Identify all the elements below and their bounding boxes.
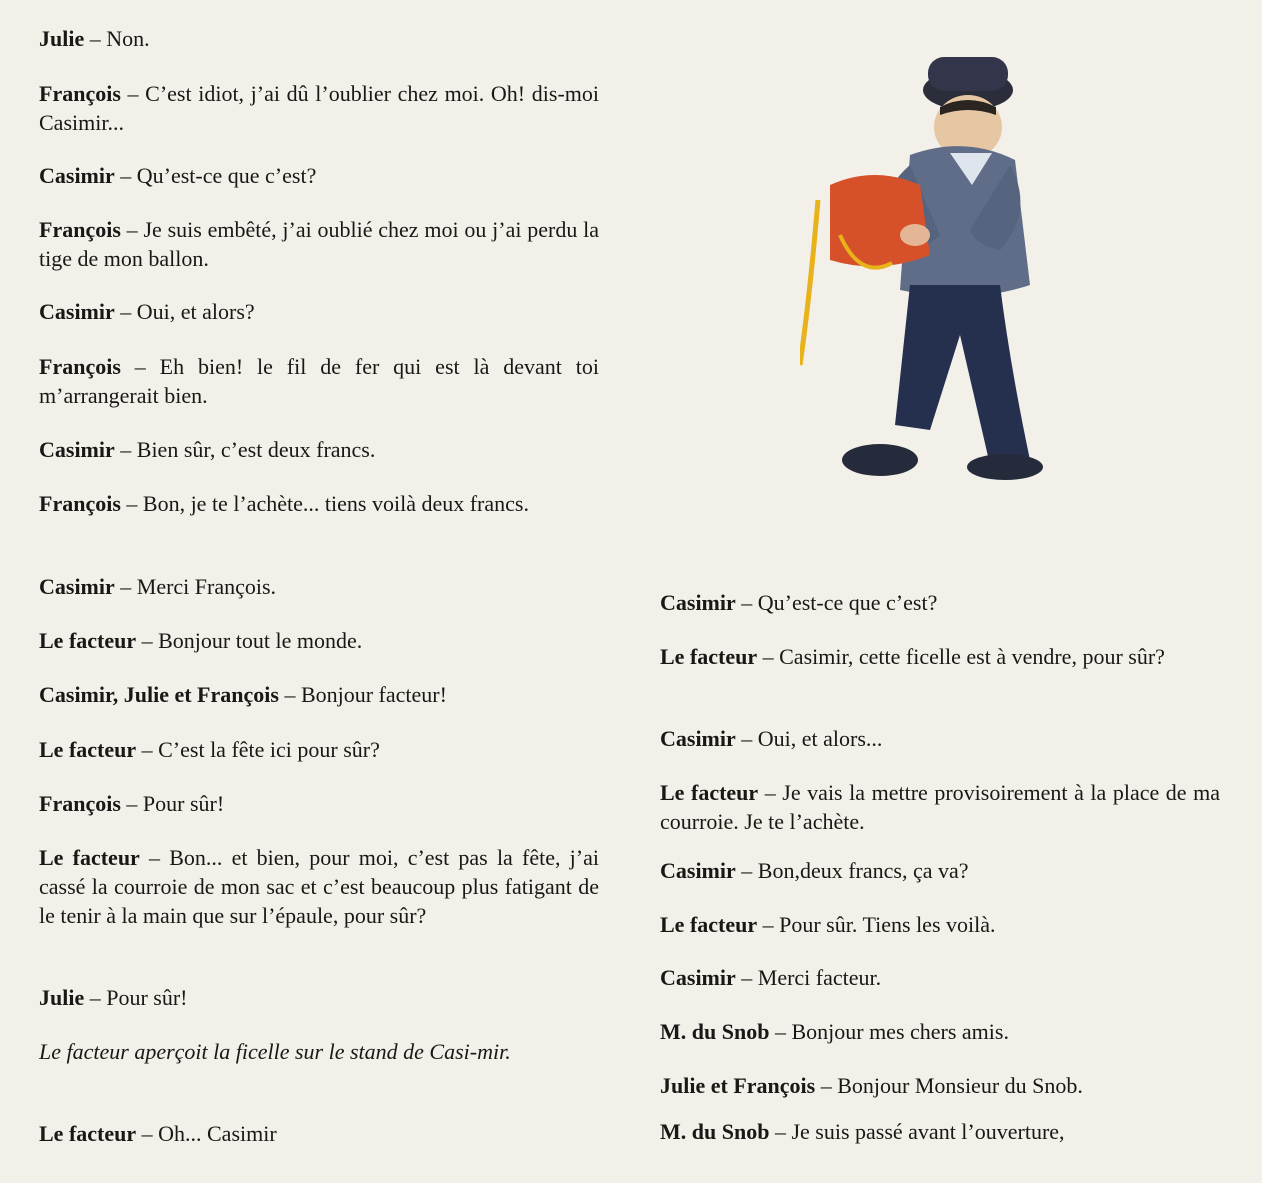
- dialogue-line: [39, 297, 599, 326]
- dialogue-line: [660, 588, 1220, 617]
- dialogue-line: [39, 572, 599, 601]
- postman-illustration-svg: [800, 35, 1060, 490]
- dialogue-line: [39, 680, 599, 709]
- dialogue-line: [660, 910, 1220, 939]
- dialogue-text: – Bon, je te l’achète... tiens voilà deux francs.: [120, 491, 529, 516]
- dialogue-text: – Bonjour mes chers amis.: [769, 1019, 1009, 1044]
- speaker-name: Casimir: [660, 965, 736, 990]
- speaker-name: M. du Snob: [660, 1019, 770, 1044]
- speaker-name: Casimir, Julie et François: [39, 682, 279, 707]
- postal-bag: [830, 175, 930, 266]
- dialogue-text: – Bonjour tout le monde.: [136, 628, 363, 653]
- dialogue-text: – Je vais la mettre provisoirement à la place de ma courroie. Je te l’achète.: [660, 780, 1221, 834]
- dialogue-text: – Oui, et alors...: [735, 726, 883, 751]
- dialogue-line: [39, 435, 599, 464]
- stage-direction: Le facteur aperçoit la ficelle sur le stand de Casi-mir.: [39, 1039, 511, 1064]
- dialogue-line: [660, 724, 1220, 753]
- speaker-name: François: [39, 81, 121, 106]
- dialogue-text: – Qu’est-ce que c’est?: [735, 590, 938, 615]
- speaker-name: Casimir: [39, 299, 115, 324]
- dialogue-line: [39, 161, 599, 190]
- speaker-name: M. du Snob: [660, 1119, 770, 1144]
- dialogue-line: [39, 489, 599, 518]
- speaker-name: François: [39, 217, 121, 242]
- speaker-name: Le facteur: [660, 780, 759, 805]
- speaker-name: Casimir: [39, 437, 115, 462]
- dialogue-line: [39, 983, 599, 1012]
- dialogue-line: [660, 856, 1220, 885]
- dialogue-text: – Je suis embêté, j’ai oublié chez moi ou j’ai perdu la tige de mon ballon.: [39, 217, 599, 271]
- dialogue-line: [39, 79, 599, 137]
- speaker-name: François: [39, 491, 121, 516]
- dialogue-text: – Pour sûr!: [120, 791, 225, 816]
- speaker-name: Le facteur: [660, 644, 758, 669]
- speaker-name: François: [39, 791, 121, 816]
- dialogue-line: [39, 735, 599, 764]
- dialogue-text: – Merci François.: [114, 574, 277, 599]
- speaker-name: Le facteur: [39, 1121, 137, 1146]
- dialogue-text: – Oh... Casimir: [136, 1121, 277, 1146]
- speaker-name: François: [39, 354, 121, 379]
- dialogue-line: [660, 1071, 1220, 1100]
- dialogue-text: – Pour sûr!: [84, 985, 188, 1010]
- postman-illustration: [800, 35, 1060, 490]
- speaker-name: Le facteur: [39, 845, 140, 870]
- dialogue-text: – Bien sûr, c’est deux francs.: [114, 437, 376, 462]
- speaker-name: Casimir: [660, 858, 736, 883]
- speaker-name: Julie: [39, 985, 85, 1010]
- speaker-name: Le facteur: [660, 912, 758, 937]
- dialogue-text: – Eh bien! le fil de fer qui est là devant toi m’arrangerait bien.: [39, 354, 599, 408]
- dialogue-text: – Bon,deux francs, ça va?: [735, 858, 969, 883]
- dialogue-line: [39, 24, 599, 53]
- dialogue-text: – Pour sûr. Tiens les voilà.: [757, 912, 996, 937]
- dialogue-line: [660, 1117, 1220, 1146]
- dialogue-line: [39, 626, 599, 655]
- dialogue-line: [660, 1017, 1220, 1046]
- dialogue-line: [39, 789, 599, 818]
- speaker-name: Casimir: [39, 574, 115, 599]
- speaker-name: Casimir: [660, 726, 736, 751]
- speaker-name: Casimir: [39, 163, 115, 188]
- left-shoe: [842, 444, 918, 476]
- dialogue-text: – C’est la fête ici pour sûr?: [136, 737, 380, 762]
- right-shoe: [967, 454, 1043, 480]
- dialogue-text: – Merci facteur.: [735, 965, 882, 990]
- speaker-name: Casimir: [660, 590, 736, 615]
- dialogue-text: – Non.: [84, 26, 150, 51]
- dialogue-line: [39, 1119, 599, 1148]
- dialogue-line: [39, 215, 599, 273]
- dialogue-text: – Qu’est-ce que c’est?: [114, 163, 317, 188]
- speaker-name: Julie et François: [660, 1073, 816, 1098]
- dialogue-line: [39, 352, 599, 410]
- speaker-name: Le facteur: [39, 628, 137, 653]
- dialogue-text: – C’est idiot, j’ai dû l’oublier chez moi. Oh! dis-moi Casimir...: [39, 81, 599, 135]
- speaker-name: Julie: [39, 26, 85, 51]
- dialogue-text: – Bonjour facteur!: [278, 682, 447, 707]
- dialogue-line: [660, 778, 1220, 836]
- dialogue-line: [660, 642, 1220, 671]
- speaker-name: Le facteur: [39, 737, 137, 762]
- dialogue-line: [660, 963, 1220, 992]
- dialogue-line: [39, 843, 599, 930]
- dialogue-text: – Casimir, cette ficelle est à vendre, pour sûr?: [757, 644, 1165, 669]
- dialogue-text: – Oui, et alors?: [114, 299, 255, 324]
- trousers: [895, 285, 1030, 465]
- dialogue-text: – Je suis passé avant l’ouverture,: [769, 1119, 1065, 1144]
- dialogue-text: – Bon... et bien, pour moi, c’est pas la fête, j’ai cassé la courroie de mon sac et c’est beaucoup plus fatigant de le tenir à la main que sur l’épaule, pour sûr?: [39, 845, 599, 928]
- dialogue-text: – Bonjour Monsieur du Snob.: [815, 1073, 1083, 1098]
